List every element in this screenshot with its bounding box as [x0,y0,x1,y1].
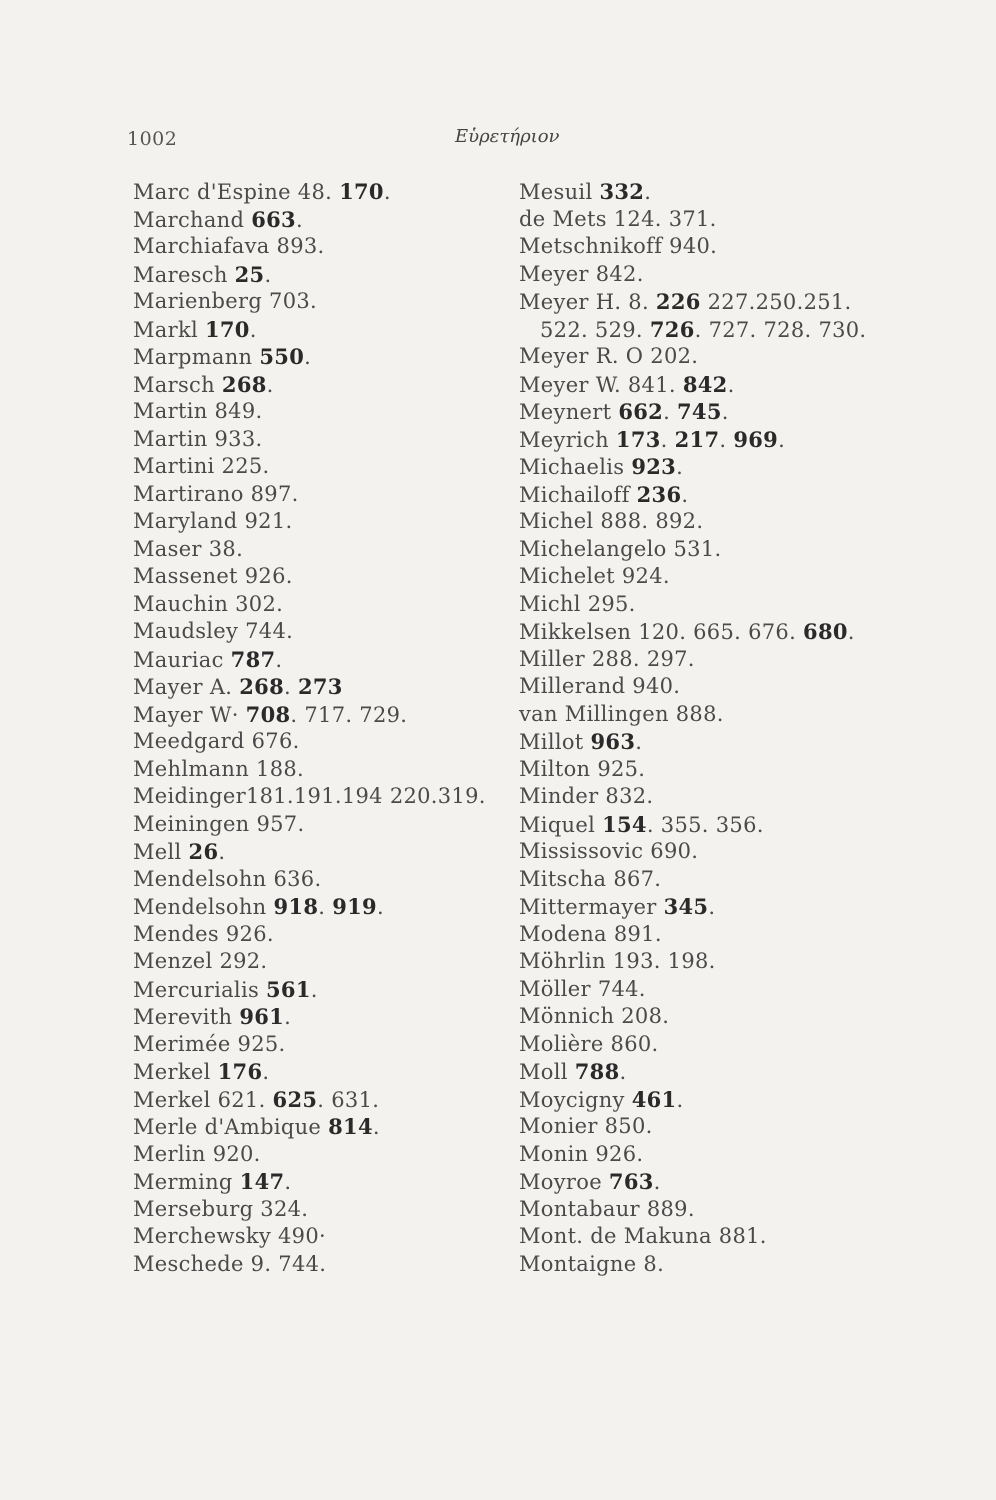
index-entry [519,206,899,234]
entry-page-ref-bold: 680 [803,619,848,644]
entry-text: Monier 850. [519,1114,653,1138]
index-entry [519,728,899,756]
entry-text: Moll [519,1060,575,1084]
entry-text: Merle d'Ambique [133,1115,329,1139]
index-entry [519,453,899,481]
index-entry [133,261,503,289]
index-entry [133,481,503,509]
entry-text: Meyer H. 8. [519,290,656,314]
entry-page-ref-bold: 625 [272,1086,318,1112]
entry-page-ref-bold: 787 [230,646,276,672]
entry-text: Mehlmann 188. [133,756,304,781]
entry-text: Möller 744. [519,976,646,1001]
index-entry [519,591,899,619]
index-entry [133,288,503,316]
index-entry [133,1168,503,1196]
entry-text: Massenet 926. [133,564,293,588]
entry-text: Merlin 920. [133,1141,261,1166]
index-entry [519,866,899,894]
index-entry [519,1113,899,1141]
entry-page-ref-bold: 173 [615,426,661,452]
index-entry [133,866,503,894]
index-entry [519,783,899,811]
entry-text: . [372,1115,380,1139]
entry-page-ref-bold: 561 [266,976,311,1002]
entry-text: Merimée 925. [133,1031,286,1056]
entry-text: Maryland 921. [133,509,293,533]
index-entry [133,1086,503,1114]
index-entry [133,673,503,701]
entry-text: Marc d'Espine 48. [133,180,340,204]
index-entry [133,453,503,481]
entry-text: Markl [133,317,205,342]
index-entry [133,426,503,454]
entry-text: Mesuil [519,180,600,204]
entry-page-ref-bold: 708 [245,701,291,727]
entry-text: Merming [133,1170,240,1194]
entry-text: Michelet 924. [519,564,670,588]
entry-page-ref-bold: 217 [674,426,720,452]
index-entry [519,261,899,289]
entry-text: Mauchin 302. [133,591,284,616]
entry-page-ref-bold: 923 [631,454,677,479]
index-entry [519,481,899,509]
entry-text: Meyer 842. [519,261,644,286]
entry-text: . 717. 729. [290,702,408,727]
entry-text: Modena 891. [519,921,662,946]
index-entry [133,591,503,619]
entry-text: de Mets 124. 371. [519,206,717,231]
entry-text: Meschede 9. 744. [133,1251,327,1276]
entry-text: Merkel 621. [133,1087,273,1112]
entry-text: . [660,427,675,452]
index-entry-continuation [519,316,899,344]
index-entry [133,1141,503,1169]
entry-page-ref-bold: 963 [590,729,636,754]
entry-text: . [262,1060,270,1084]
entry-text: Marchand [133,207,252,232]
entry-text: Merevith [133,1005,240,1029]
entry-text: Maresch [133,262,235,287]
entry-page-ref-bold: 268 [239,674,284,699]
entry-page-ref-bold: 745 [677,399,722,424]
entry-text: Marsch [133,372,222,397]
entry-page-ref-bold: 273 [297,674,343,699]
index-entry [133,206,503,234]
index-entry [133,756,503,784]
index-entry [519,646,899,674]
entry-text: . [653,1170,661,1194]
running-title: Εὑρετήριον [455,126,560,147]
index-entry [519,618,899,646]
index-entry [133,398,503,426]
entry-text: Mittermayer [519,895,664,919]
entry-page-ref-bold: 726 [649,316,695,342]
index-entry [133,618,503,646]
index-entry [133,728,503,756]
index-entry [133,1003,503,1031]
entry-page-ref-bold: 662 [618,399,664,424]
entry-page-ref-bold: 814 [328,1114,373,1139]
entry-text: . [275,647,283,672]
index-entry [133,536,503,564]
index-entry [519,673,899,701]
index-entry [519,288,899,316]
index-entry [519,563,899,591]
entry-page-ref-bold: 663 [251,206,296,232]
entry-page-ref-bold: 176 [217,1059,263,1084]
entry-text: . [727,372,735,397]
entry-page-ref-bold: 170 [339,179,384,204]
entry-page-ref-bold: 919 [332,894,377,919]
index-entry [519,1031,899,1059]
index-entry [519,1251,899,1279]
entry-text: Michaelis [519,455,632,479]
index-entry [519,1003,899,1031]
entry-text: Meyer W. 841. [519,372,683,397]
entry-text: . [676,1087,684,1112]
entry-text: . 631. [317,1087,380,1112]
entry-page-ref-bold: 154 [602,811,647,837]
index-entry [133,783,503,811]
entry-text: Minder 832. [519,784,654,808]
entry-text: Molière 860. [519,1031,659,1056]
entry-page-ref-bold: 763 [608,1169,654,1194]
index-entry [519,976,899,1004]
index-entry [133,1058,503,1086]
entry-page-ref-bold: 170 [204,316,250,342]
index-entry [519,1196,899,1224]
entry-text: Mayer W· [133,702,246,727]
entry-text: Mönnich 208. [519,1004,670,1028]
index-entry [133,811,503,839]
entry-text: Martini 225. [133,454,270,478]
entry-page-ref-bold: 345 [663,894,709,919]
entry-text: . [284,675,298,699]
entry-text: Metschnikoff 940. [519,234,718,258]
entry-text: . [376,895,384,919]
entry-text: Meidinger181.191.194 220.319. [133,784,486,808]
index-entry [519,921,899,949]
entry-text: Mitscha 867. [519,866,662,891]
entry-text: . [708,895,716,919]
entry-text: Marpmann [133,345,260,369]
entry-text: . [249,317,257,342]
index-entry [133,948,503,976]
entry-text: Möhrlin 193. 198. [519,949,716,973]
page-number: 1002 [127,128,178,150]
index-entry [519,233,899,261]
entry-text: Meyer R. O 202. [519,344,699,368]
entry-text: Mercurialis [133,977,267,1002]
entry-text: Martirano 897. [133,481,299,506]
entry-text: . [681,482,689,507]
index-entry [519,756,899,784]
entry-text: Monin 926. [519,1141,644,1166]
entry-text: . [663,400,678,424]
entry-page-ref-bold: 236 [636,481,682,507]
entry-text: . [310,977,318,1002]
index-entry [133,1113,503,1141]
entry-page-ref-bold: 26 [188,839,219,864]
entry-text: Mendes 926. [133,921,274,946]
entry-text: Merchewsky 490· [133,1224,326,1248]
entry-text: Mauriac [133,647,231,672]
entry-text: . [264,262,272,287]
entry-text: . [778,427,786,452]
index-column-right [519,178,899,1278]
index-column-left [133,178,503,1278]
index-entry [133,921,503,949]
index-entry [519,948,899,976]
entry-text: . [719,427,734,452]
entry-page-ref-bold: 226 [655,289,701,314]
entry-text: Merkel [133,1060,218,1084]
entry-text: Maser 38. [133,536,244,561]
entry-text: Marienberg 703. [133,289,318,313]
entry-text: Martin 933. [133,426,263,451]
entry-text: Michailoff [519,482,637,507]
index-entry [519,508,899,536]
index-entry [519,178,899,206]
entry-text: Martin 849. [133,399,263,423]
entry-text: Mendelsohn [133,895,274,919]
entry-text: . 727. 728. 730. [694,317,867,342]
index-entry [133,1031,503,1059]
entry-text: Montaigne 8. [519,1251,665,1276]
entry-text: . [218,840,226,864]
entry-text: Moyroe [519,1170,609,1194]
entry-text: Mayer A. [133,675,240,699]
entry-page-ref-bold: 550 [259,344,305,369]
entry-text: Mendelsohn 636. [133,866,322,891]
index-entry [133,893,503,921]
entry-page-ref-bold: 332 [599,179,645,204]
entry-page-ref-bold: 842 [682,371,728,397]
entry-text: Millerand 940. [519,674,681,698]
entry-text: Millot [519,730,591,754]
entry-text: . [644,180,652,204]
index-entry [133,1251,503,1279]
entry-text: Michel 888. 892. [519,509,704,533]
entry-text: Montabaur 889. [519,1196,695,1221]
entry-text: Mississovic 690. [519,839,699,863]
index-entry [133,371,503,399]
entry-text: . [383,180,391,204]
entry-text: . [619,1060,627,1084]
index-entry [519,1058,899,1086]
index-entry [519,1141,899,1169]
entry-page-ref-bold: 147 [239,1169,285,1194]
index-entry [133,838,503,866]
entry-text: Mont. de Makuna 881. [519,1224,767,1248]
entry-text: Maudsley 744. [133,619,294,643]
entry-text: Mikkelsen 120. 665. 676. [519,620,804,644]
index-entry [519,701,899,729]
entry-text: . [847,620,855,644]
entry-text: Mell [133,840,189,864]
index-entry [519,811,899,839]
index-entry [133,563,503,591]
entry-text: Michl 295. [519,591,636,616]
entry-text: Meedgard 676. [133,729,300,753]
entry-page-ref-bold: 961 [239,1004,285,1029]
index-entry [133,1223,503,1251]
index-entry [519,838,899,866]
entry-text: Marchiafava 893. [133,234,325,258]
entry-text: 522. 529. [540,317,650,342]
index-entry [133,343,503,371]
entry-text: . [295,207,303,232]
entry-text: Menzel 292. [133,949,268,973]
entry-page-ref-bold: 268 [221,371,267,397]
index-entry [519,1086,899,1114]
index-entry [133,1196,503,1224]
entry-text: Michelangelo 531. [519,536,722,561]
entry-text: Miquel [519,812,603,837]
entry-text: . [676,455,684,479]
entry-text: . [721,400,729,424]
entry-text: . [635,730,643,754]
entry-text: Miller 288. 297. [519,646,695,671]
entry-text: Moycigny [519,1087,632,1112]
entry-page-ref-bold: 461 [631,1086,677,1112]
entry-page-ref-bold: 25 [234,261,265,287]
entry-text: Meiningen 957. [133,811,305,836]
entry-text: van Millingen 888. [519,701,724,726]
index-entry [519,536,899,564]
index-entry [519,1168,899,1196]
entry-text: . [304,345,312,369]
index-entry [519,343,899,371]
index-entry [133,178,503,206]
index-entry [133,316,503,344]
entry-text: Merseburg 324. [133,1196,309,1221]
entry-text: . [284,1170,292,1194]
index-entry [519,426,899,454]
entry-text: Milton 925. [519,756,646,781]
entry-page-ref-bold: 918 [273,894,319,919]
entry-text: Meyrich [519,427,616,452]
index-entry [133,508,503,536]
entry-text: Meynert [519,400,619,424]
index-entry [519,398,899,426]
index-entry [133,701,503,729]
index-entry [519,893,899,921]
entry-text: . [266,372,274,397]
entry-text: . [284,1005,292,1029]
entry-page-ref-bold: 969 [733,426,779,452]
index-entry [133,976,503,1004]
entry-page-ref-bold: 788 [574,1059,620,1084]
index-entry [519,371,899,399]
index-entry [133,233,503,261]
entry-text: 227.250.251. [700,290,852,314]
index-entry [519,1223,899,1251]
entry-text: . [318,895,333,919]
entry-text: . 355. 356. [646,812,764,837]
index-entry [133,646,503,674]
